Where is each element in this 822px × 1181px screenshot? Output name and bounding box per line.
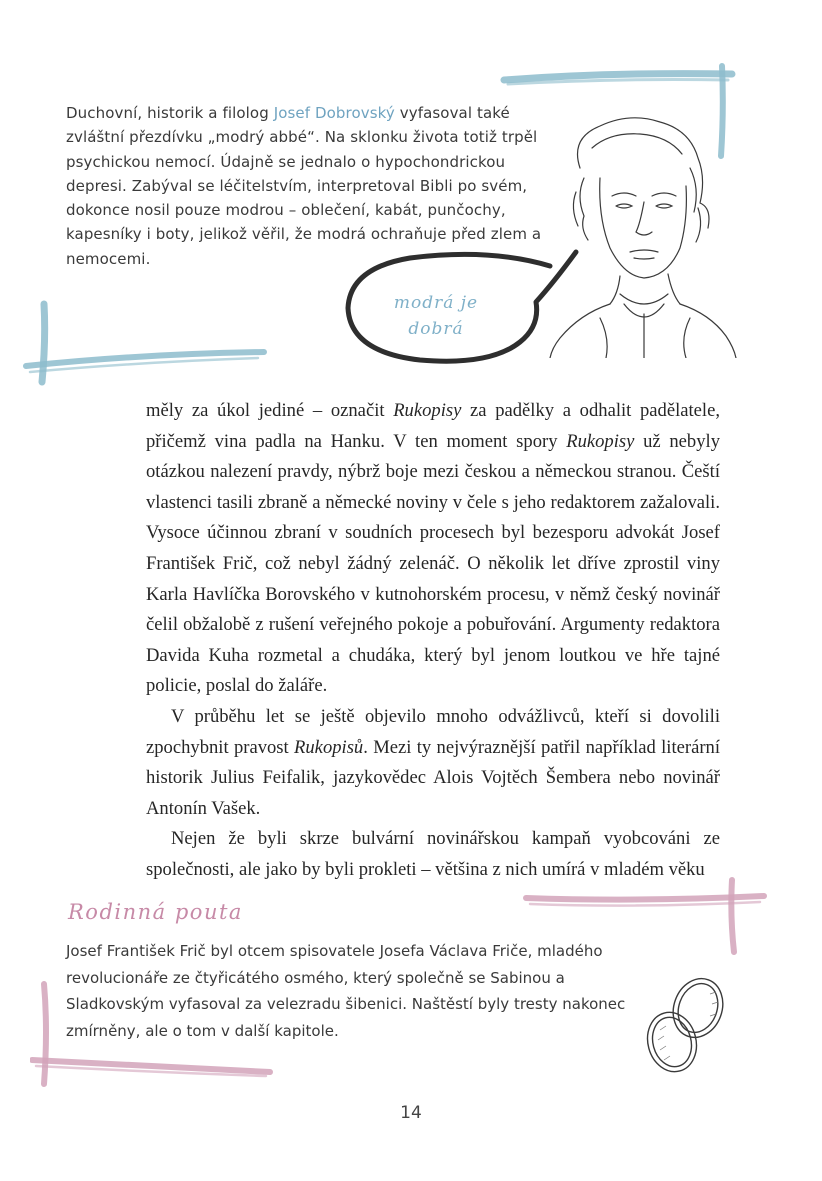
p2-part-a: V průběhu let se ještě objevilo mnoho odvážlivců, kteří si dovolili zpochybnit pravost (146, 705, 720, 758)
bottom-box-text: Josef František Frič byl otcem spisovatele Josefa Václava Friče, mladého revolucionáře ze čtyřicátého osmého, který společně se Sabinou a Sladkovským vyfasoval za velezradu šibenici. Naštěstí byly tresty nakonec zmírněny, ale o tom v další kapitole. (66, 942, 626, 1040)
p1-italic-2: Rukopisy (566, 430, 635, 452)
info-box-fric (66, 938, 666, 1044)
paragraph-1 (146, 396, 720, 702)
rings-icon (640, 970, 730, 1080)
p2-italic: Rukopisů (294, 736, 364, 758)
info-text-start: Duchovní, historik a filolog (66, 104, 274, 122)
paragraph-2 (146, 702, 720, 824)
speech-bubble-text (376, 290, 496, 342)
p1-part-e: už nebyly otázkou nalezení pravdy, nýbrž boje mezi českou a německou stranou. Čeští vlastenci tasili zbraně a německé noviny v čele s jeho redaktorem zažalovali. Vysoce účinnou zbraní v soudních procesech byl bezesporu advokát Josef František Frič, což nebyl žádný zelenáč. O několik let dříve zprostil viny Karla Havlíčka Borovského v kutnohorském procesu, v němž český novinář čelil obžalobě z rušení veřejného pokoje a pobuřování. Argumenty redaktora Davida Kuha rozmetal a chudáka, který byl jenom loutkou ve hře tajné policie, poslal do žaláře. (146, 430, 720, 697)
main-body-text (146, 396, 720, 886)
p2-part-c: . Mezi ty nejvýraznější patřil například literární historik Julius Feifalik, jazykovědec Alois Vojtěch Šembera nebo novinář Antonín Vašek. (146, 736, 720, 819)
brush-stroke-bottom-left (20, 300, 270, 390)
p1-part-a: měly za úkol jediné – označit (146, 400, 394, 421)
p1-part-c: za padělky a odhalit padělatele, přičemž vina padla na Hanku. V ten moment spory (146, 400, 720, 452)
speech-line-2: dobrá (408, 319, 464, 339)
p1-italic-1: Rukopisy (393, 400, 462, 421)
page-number: 14 (400, 1103, 422, 1123)
speech-line-1: modrá je (393, 293, 479, 313)
info-text-rest: vyfasoval také zvláštní přezdívku „modrý abbé“. Na sklonku života totiž trpěl psychickou nemocí. Údajně se jednalo o hypochondrickou depresi. Zabýval se léčitelstvím, interpretoval Bibli po svém, dokonce nosil pouze modrou – oblečení, kabát, punčochy, kapesníky i boty, jelikož věřil, že modrá ochraňuje před zlem a nemocemi. (66, 104, 542, 268)
highlighted-name: Josef Dobrovský (273, 104, 395, 122)
bottom-box-title: Rodinná pouta (68, 900, 243, 924)
paragraph-3: Nejen že byli skrze bulvární novinářskou kampaň vyobcováni ze společnosti, ale jako by byli prokleti – většina z nich umírá v mladém věku (146, 828, 720, 880)
